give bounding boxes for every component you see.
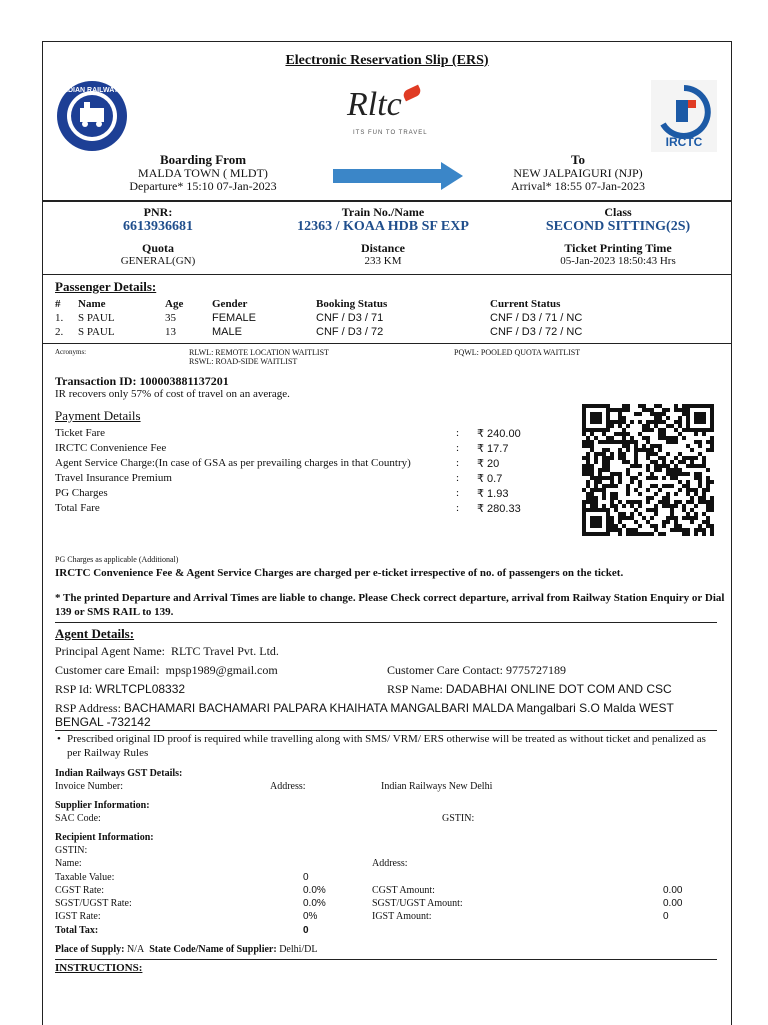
recipient-heading: Recipient Information: [55, 832, 154, 843]
departure-time: Departure* 15:10 07-Jan-2023 [129, 179, 277, 193]
convenience-note: IRCTC Convenience Fee & Agent Service Charges are charged per e-ticket irrespective of no. of passengers on the ticket. [55, 567, 624, 579]
sgst-amount-label: SGST/UGST Amount: [372, 898, 463, 909]
taxable-label: Taxable Value: [55, 872, 115, 883]
supplier-gstin-label: GSTIN: [442, 813, 475, 824]
supplier-heading: Supplier Information: [55, 800, 150, 811]
rltc-logo: Rltc ITS FUN TO TRAVEL [347, 86, 428, 136]
igst-amount-label: IGST Amount: [372, 911, 432, 922]
qr-code [578, 402, 718, 536]
acronym-pqwl: PQWL: POOLED QUOTA WAITLIST [454, 348, 581, 357]
recipient-gstin-label: GSTIN: [55, 845, 88, 856]
times-note: * The printed Departure and Arrival Times are liable to change. Please Check correct departure, arrival from Railway Station Enquiry or Dial 139 or SMS RAIL to 139. [55, 592, 725, 618]
place-of-supply: Place of Supply: N/A State Code/Name of Supplier: Delhi/DL [55, 944, 318, 955]
divider [55, 622, 717, 623]
agent-heading: Agent Details: [55, 626, 135, 641]
printing-label: Ticket Printing Time [564, 241, 672, 255]
page-title: Electronic Reservation Slip (ERS) [285, 53, 489, 68]
pg-note: PG Charges as applicable (Additional) [55, 555, 179, 564]
payment-row: Travel Insurance Premium [55, 472, 172, 484]
arrival-time: Arrival* 18:55 07-Jan-2023 [511, 179, 645, 193]
transaction-id: Transaction ID: 100003881137201 [55, 374, 229, 388]
total-tax-label: Total Tax: [55, 925, 99, 936]
taxable-value: 0 [303, 872, 309, 883]
bullet-icon: • [57, 733, 61, 745]
pnr-value: 6613936681 [123, 219, 193, 234]
payment-value: ₹ 1.93 [477, 488, 509, 500]
customer-email: Customer care Email: mpsp1989@gmail.com [55, 663, 278, 677]
payment-row: Agent Service Charge:(In case of GSA as per prevailing charges in that Country) [55, 457, 411, 469]
printing-value: 05-Jan-2023 18:50:43 Hrs [560, 255, 676, 267]
divider [43, 343, 731, 344]
id-proof-note: • Prescribed original ID proof is required while travelling along with SMS/ VRM/ ERS otherwise will be treated as without ticket and penalized as per Railway Rules [57, 733, 706, 759]
total-tax: 0 [303, 925, 309, 936]
distance-value: 233 KM [364, 255, 402, 267]
payment-value: ₹ 0.7 [477, 473, 503, 485]
sgst-rate: 0.0% [303, 898, 326, 909]
distance-label: Distance [361, 241, 405, 255]
irctc-logo [651, 80, 717, 152]
rsp-id: RSP Id: WRLTCPL08332 [55, 682, 186, 696]
indian-railways-logo [54, 80, 130, 152]
rsp-name: RSP Name: DADABHAI ONLINE DOT COM AND CSC [387, 682, 672, 696]
sgst-rate-label: SGST/UGST Rate: [55, 898, 132, 909]
divider [43, 200, 731, 202]
svg-text:IRCTC: IRCTC [665, 135, 703, 149]
acronym-rlwl: RLWL: REMOTE LOCATION WAITLIST [189, 348, 329, 357]
payment-row: IRCTC Convenience Fee [55, 442, 167, 454]
arrow-right-icon [333, 162, 463, 190]
rltc-swoosh-icon [402, 85, 423, 102]
cgst-amount: 0.00 [663, 885, 683, 896]
gst-address: Indian Railways New Delhi [381, 781, 493, 792]
invoice-label: Invoice Number: [55, 781, 124, 792]
instructions-heading: INSTRUCTIONS: [55, 962, 143, 974]
to-station: NEW JALPAIGURI (NJP) [513, 166, 643, 180]
cgst-rate-label: CGST Rate: [55, 885, 104, 896]
train-value: 12363 / KOAA HDB SF EXP [297, 219, 469, 234]
divider [55, 730, 717, 731]
igst-amount: 0 [663, 911, 669, 922]
svg-text:INDIAN RAILWAYS: INDIAN RAILWAYS [61, 87, 123, 94]
payment-row: Total Fare [55, 502, 100, 514]
boarding-label: Boarding From [159, 152, 247, 167]
rsp-address: RSP Address: BACHAMARI BACHAMARI PALPARA KHAIHATA MANGALBARI MALDA Mangalbari S.O Malda WEST BENGAL -732142 [55, 701, 674, 729]
recipient-name-label: Name: [55, 858, 82, 869]
payment-value: ₹ 17.7 [477, 443, 509, 455]
cgst-rate: 0.0% [303, 885, 326, 896]
payment-row: Ticket Fare [55, 427, 106, 439]
gst-heading: Indian Railways GST Details: [55, 768, 183, 779]
divider [55, 959, 717, 960]
divider [43, 274, 731, 275]
acronym-rswl: RSWL: ROAD-SIDE WAITLIST [189, 357, 298, 366]
ers-page: Electronic Reservation Slip (ERS) INDIAN RAILWAYS Rltc ITS FUN TO TRAVEL IRCTC Boarding From MALDA TOWN ( MLDT) Departure* 15:10 07-Jan-2023 To NEW JALPAIGURI (NJP) Arrival* 18:55 07-Jan-2023 PNR: 6613936681 Train No./Name 12363 / KOAA HDB SF EXP Class SECOND SITTING(2S) Quota GENERAL(GN) Distance 233 KM Ticket Printing Time 05-Jan-2023 18:50:43 Hrs Passenger Details: # Name Age Gender Booking Status Current Status 1. S PAUL 35 FEMALE CNF / D3 / 71 CNF / D3 / 71 / NC 2. S PAUL 13 MALE CNF / D3 / 72 CNF / D3 / 72 / NC Acronyms: RLWL: REMOTE LOCATION WAITLIST RSWL: ROAD-SIDE WAITLIST PQWL: POOLED QUOTA WAITLIST Transaction ID: 100003881137201 IR recovers only 57% of cost of travel on an average. Payment Details Ticket Fare : ₹ 240.00 IRCTC Convenience Fee : ₹ 17.7 Agent Service Charge:(In case of GSA as per prevailing charges in that Country) : ₹ 20 Travel Insurance Premium : ₹ 0.7 PG Charges : ₹ 1.93 Total Fare : ₹ 280.33 PG Charges as applicable (Additional) IRCTC Convenience Fee & Agent Service Charges are charged per e-ticket irrespective of no. of passengers on the ticket. * The printed Departure and Arrival Times are liable to change. Please Check correct departure, arrival from Railway Station Enquiry or Dial 139 or SMS RAIL to 139. Agent Details: Principal Agent Name: RLTC Travel Pvt. Ltd. Customer care Email: mpsp1989@gmail.com Customer Care Contact: 9775727189 RSP Id: WRLTCPL08332 RSP Name: DADABHAI ONLINE DOT COM AND CSC RSP Address: BACHAMARI BACHAMARI PALPARA KHAIHATA MANGALBARI MALDA Mangalbari S.O Malda WEST BENGAL -732142 • Prescribed original ID proof is required while travelling along with SMS/ VRM/ ERS otherwise will be treated as without ticket and penalized as per Railway Rules Indian Railways GST Details: Invoice Number: Address: Indian Railways New Delhi Supplier Information: SAC Code: GSTIN: Recipient Information: GSTIN: Name: Address: Taxable Value: 0 CGST Rate: 0.0% CGST Amount: 0.00 SGST/UGST Rate: 0.0% SGST/UGST Amount: 0.00 IGST Rate: 0% IGST Amount: 0 Total Tax: 0 Place of Supply: N/A State Code/Name of Supplier: Delhi/DL INSTRUCTIONS: [42, 41, 732, 1025]
cost-note: IR recovers only 57% of cost of travel on an average. [55, 388, 290, 400]
cgst-amount-label: CGST Amount: [372, 885, 435, 896]
boarding-station: MALDA TOWN ( MLDT) [138, 166, 268, 180]
payment-heading: Payment Details [55, 408, 141, 423]
payment-value: ₹ 20 [477, 458, 500, 470]
payment-value: ₹ 280.33 [477, 503, 521, 515]
sac-label: SAC Code: [55, 813, 101, 824]
class-value: SECOND SITTING(2S) [545, 219, 691, 234]
pnr-label: PNR: [143, 205, 173, 219]
customer-contact: Customer Care Contact: 9775727189 [387, 663, 566, 677]
recipient-address-label: Address: [372, 858, 408, 869]
quota-label: Quota [141, 241, 174, 255]
to-label: To [571, 152, 585, 167]
quota-value: GENERAL(GN) [120, 255, 196, 267]
payment-value: ₹ 240.00 [477, 428, 521, 440]
passenger-heading: Passenger Details: [55, 279, 157, 294]
acronyms-label: Acronyms: [55, 348, 87, 356]
train-label: Train No./Name [341, 205, 425, 219]
gst-address-label: Address: [270, 781, 306, 792]
sgst-amount: 0.00 [663, 898, 683, 909]
payment-row: PG Charges [55, 487, 108, 499]
igst-rate: 0% [303, 911, 318, 922]
igst-rate-label: IGST Rate: [55, 911, 101, 922]
principal-agent: Principal Agent Name: RLTC Travel Pvt. Ltd. [55, 644, 279, 658]
class-label: Class [604, 205, 632, 219]
